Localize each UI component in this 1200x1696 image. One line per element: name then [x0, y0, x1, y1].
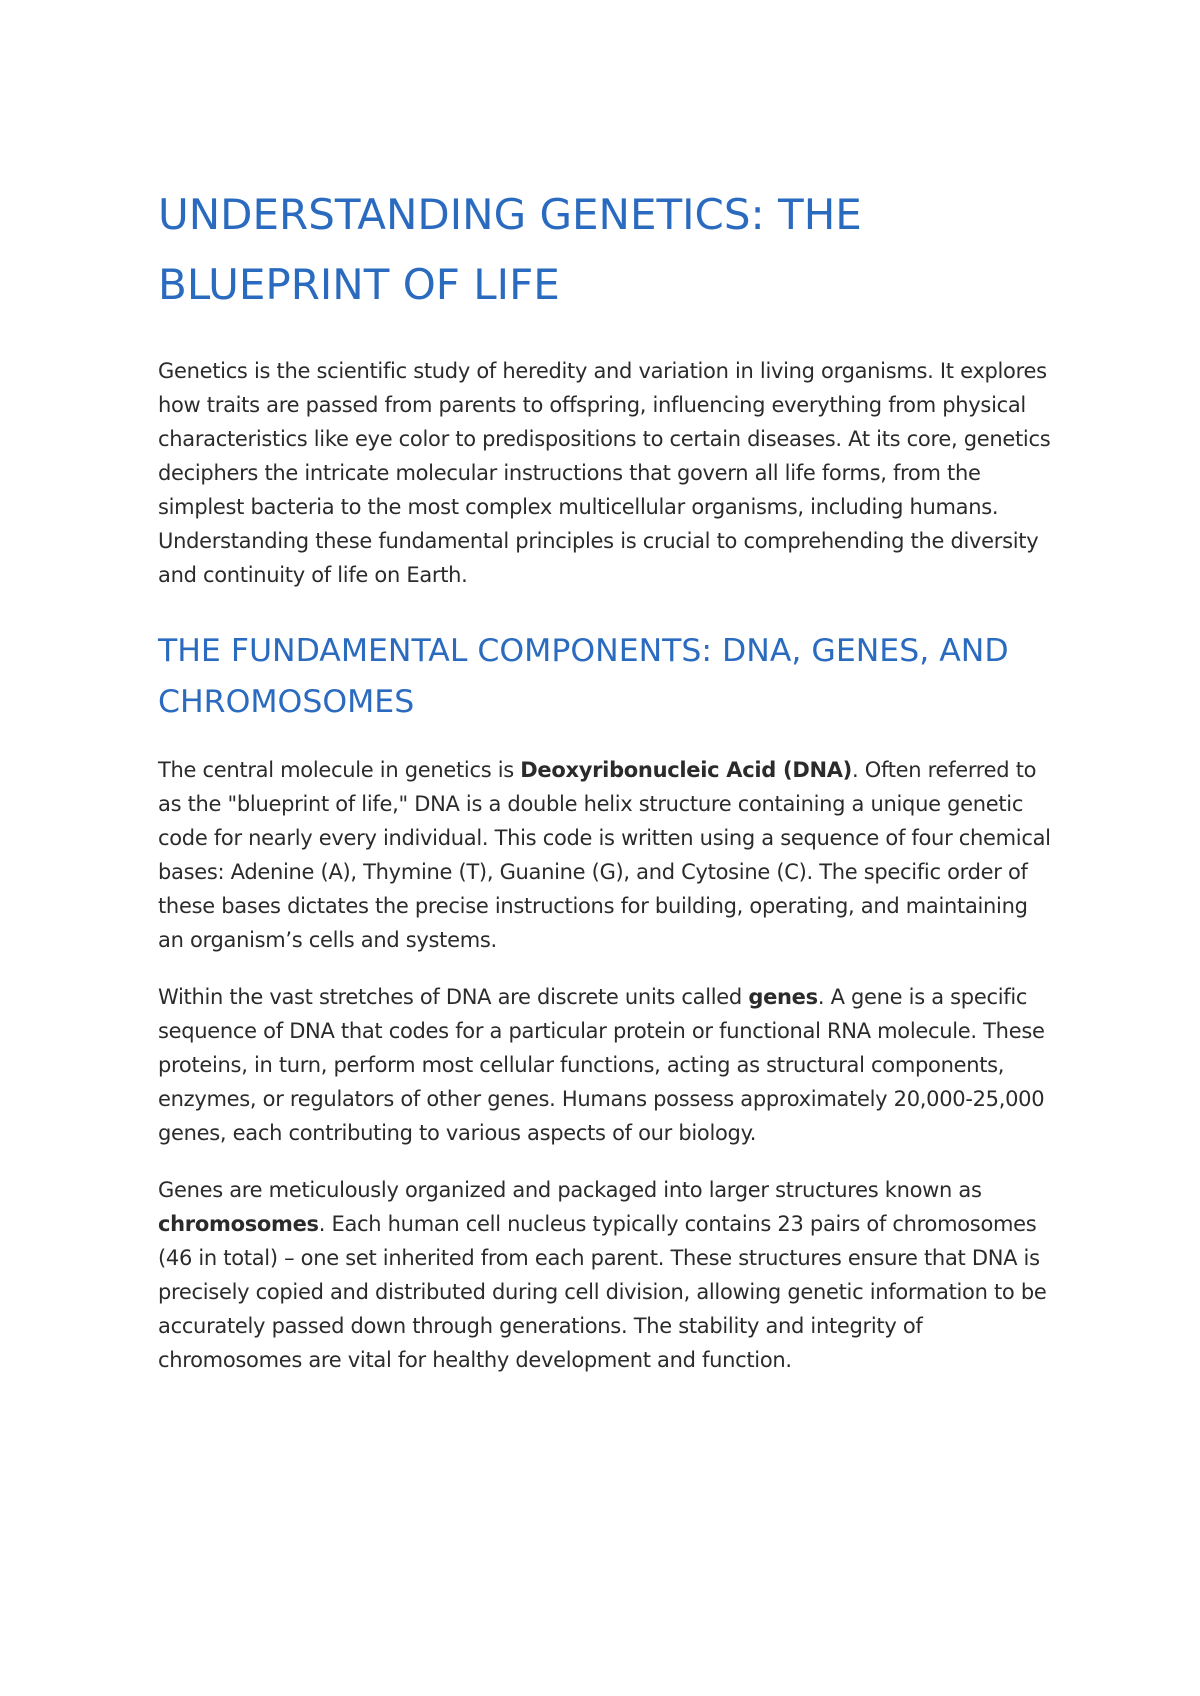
genes-term: genes — [748, 985, 818, 1009]
genes-paragraph — [158, 980, 1058, 1150]
document-title: UNDERSTANDING GENETICS: THE BLUEPRINT OF LIFE — [158, 190, 862, 309]
dna-paragraph-text-before: The central molecule in genetics is — [158, 758, 521, 782]
chromosomes-term: chromosomes — [158, 1212, 319, 1236]
chromosomes-paragraph-text-after: . Each human cell nucleus typically contains 23 pairs of chromosomes (46 in total) – one set inherited from each parent. These structures ensure that DNA is precisely copied and distributed during cell division, allowing genetic information to be accurately passed down through generations. The stability and integrity of chromosomes are vital for healthy development and function. — [158, 1212, 1047, 1372]
chromosomes-paragraph-text-before: Genes are meticulously organized and packaged into larger structures known as — [158, 1178, 982, 1202]
genes-paragraph-text-after: . A gene is a specific sequence of DNA that codes for a particular protein or functional RNA molecule. These proteins, in turn, perform most cellular functions, acting as structural components, enzymes, or regulators of other genes. Humans possess approximately 20,000-25,000 genes, each contributing to various aspects of our biology. — [158, 985, 1045, 1145]
genes-paragraph-text-before: Within the vast stretches of DNA are discrete units called — [158, 985, 749, 1009]
section-heading: THE FUNDAMENTAL COMPONENTS: DNA, GENES, AND CHROMOSOMES — [158, 633, 1009, 720]
dna-paragraph — [158, 753, 1058, 957]
chromosomes-paragraph — [158, 1173, 1058, 1377]
dna-term: Deoxyribonucleic Acid (DNA) — [520, 758, 852, 782]
intro-paragraph: Genetics is the scientific study of heredity and variation in living organisms. It explores how traits are passed from parents to offspring, influencing everything from physical characteristics like eye color to predispositions to certain diseases. At its core, genetics deciphers the intricate molecular instructions that govern all life forms, from the simplest bacteria to the most complex multicellular organisms, including humans. Understanding these fundamental principles is crucial to comprehending the diversity and continuity of life on Earth. — [158, 359, 1051, 587]
dna-paragraph-text-after: . Often referred to as the "blueprint of life," DNA is a double helix structure containing a unique genetic code for nearly every individual. This code is written using a sequence of four chemical bases: Adenine (A), Thymine (T), Guanine (G), and Cytosine (C). The specific order of these bases dictates the precise instructions for building, operating, and maintaining an organism’s cells and systems. — [158, 758, 1051, 952]
document-page — [158, 180, 1058, 1377]
